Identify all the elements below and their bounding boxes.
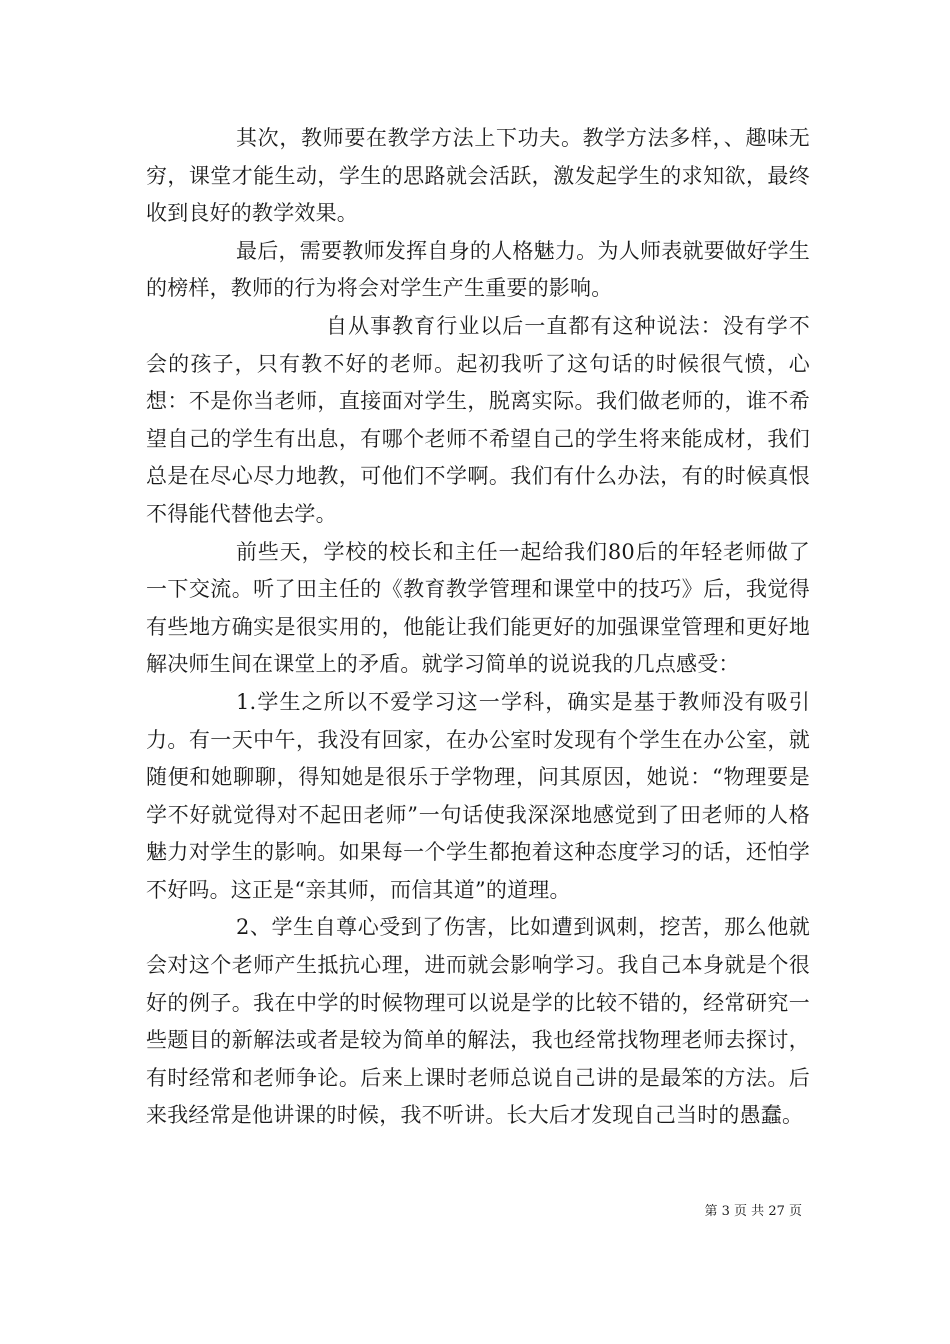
page-number: 第 3 页 共 27 页 [704, 1204, 802, 1219]
paragraph-method: 其次，教师要在教学方法上下功夫。教学方法多样，、趣味无穷，课堂才能生动，学生的思路就会活跃，激发起学生的求知欲，最终收到良好的教学效果。 [146, 126, 810, 226]
document-body [146, 120, 810, 1135]
paragraph-meeting: 前些天，学校的校长和主任一起给我们80后的年轻老师做了一下交流。听了田主任的《教育教学管理和课堂中的技巧》后，我觉得有些地方确实是很实用的，他能让我们能更好的加强课堂管理和更好地解决师生间在课堂上的矛盾。就学习简单的说说我的几点感受： [146, 539, 810, 677]
paragraph-point-one: 1.学生之所以不爱学习这一学科，确实是基于教师没有吸引力。有一天中午，我没有回家，在办公室时发现有个学生在办公室，就随便和她聊聊，得知她是很乐于学物理，问其原因，她说：“物理要是学不好就觉得对不起田老师”一句话使我深深地感觉到了田老师的人格魅力对学生的影响。如果每一个学生都抱着这种态度学习的话，还怕学不好吗。这正是“亲其师，而信其道”的道理。 [146, 689, 810, 902]
paragraph-point-two: 2、学生自尊心受到了伤害，比如遭到讽刺，挖苦，那么他就会对这个老师产生抵抗心理，进而就会影响学习。我自己本身就是个很好的例子。我在中学的时候物理可以说是学的比较不错的，经常研究一些题目的新解法或者是较为简单的解法，我也经常找物理老师去探讨，有时经常和老师争论。后来上课时老师总说自己讲的是最笨的方法。后来我经常是他讲课的时候，我不听讲。长大后才发现自己当时的愚蠢。 [146, 915, 810, 1128]
paragraph-charisma: 最后，需要教师发挥自身的人格魅力。为人师表就要做好学生的榜样，教师的行为将会对学生产生重要的影响。 [146, 238, 810, 301]
paragraph-saying: 自从事教育行业以后一直都有这种说法：没有学不会的孩子，只有教不好的老师。起初我听了这句话的时候很气愤，心想：不是你当老师，直接面对学生，脱离实际。我们做老师的，谁不希望自己的学生有出息，有哪个老师不希望自己的学生将来能成材，我们总是在尽心尽力地教，可他们不学啊。我们有什么办法，有的时候真恨不得能代替他去学。 [146, 313, 810, 526]
